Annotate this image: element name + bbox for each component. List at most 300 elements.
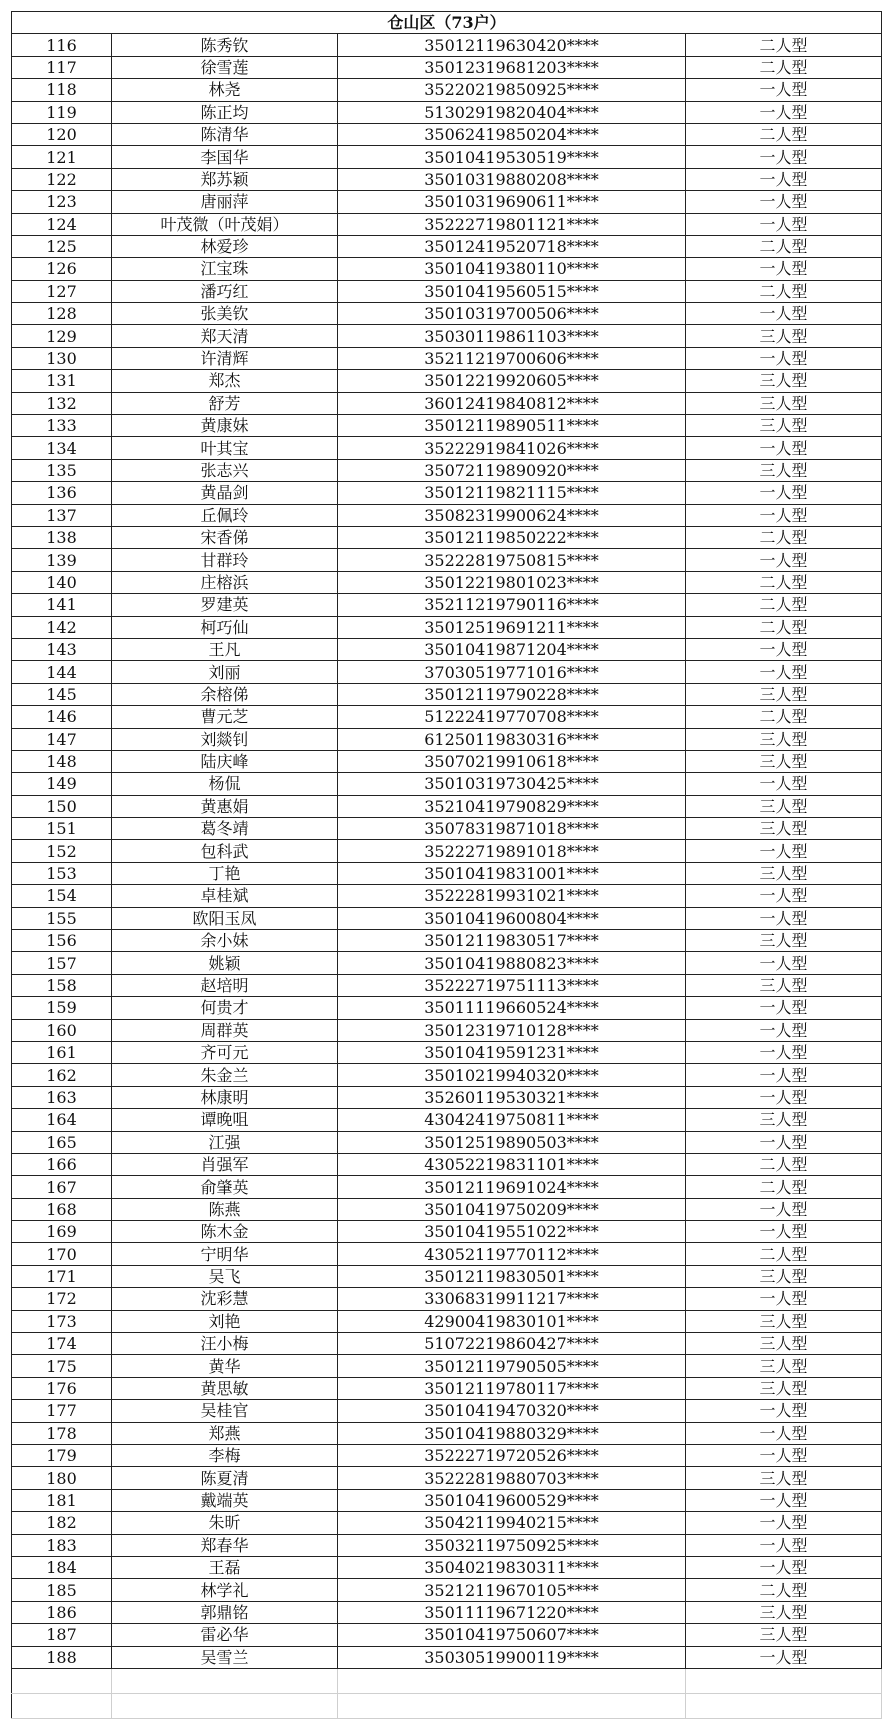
table-row (12, 146, 882, 168)
table-row (12, 1288, 882, 1310)
type-cell: 二人型 (686, 571, 882, 593)
name-cell: 陈夏清 (112, 1467, 338, 1489)
type-cell: 二人型 (686, 1176, 882, 1198)
table-row (12, 370, 882, 392)
table-row (12, 907, 882, 929)
table-row (12, 258, 882, 280)
id-number-cell: 35010219940320**** (338, 1064, 686, 1086)
name-cell: 王磊 (112, 1556, 338, 1578)
name-cell: 罗建英 (112, 594, 338, 616)
table-row (12, 1400, 882, 1422)
table-row (12, 101, 882, 123)
table-row (12, 459, 882, 481)
table-row (12, 616, 882, 638)
table-row (12, 526, 882, 548)
id-number-cell: 35012119821115**** (338, 482, 686, 504)
type-cell: 三人型 (686, 415, 882, 437)
id-number-cell: 37030519771016**** (338, 661, 686, 683)
name-cell: 余小妹 (112, 930, 338, 952)
table-row (12, 1310, 882, 1332)
type-cell: 三人型 (686, 370, 882, 392)
id-number-cell: 35010319700506**** (338, 303, 686, 325)
id-number-cell: 35222819931021**** (338, 885, 686, 907)
id-number-cell: 33068319911217**** (338, 1288, 686, 1310)
id-number-cell: 35210419790829**** (338, 795, 686, 817)
name-cell: 刘丽 (112, 661, 338, 683)
id-number-cell: 35012119850222**** (338, 526, 686, 548)
id-number-cell: 35012119780117**** (338, 1377, 686, 1399)
table-row (12, 773, 882, 795)
type-cell: 一人型 (686, 482, 882, 504)
table-row (12, 1131, 882, 1153)
type-cell: 二人型 (686, 1153, 882, 1175)
serial-number-cell: 123 (12, 191, 112, 213)
id-number-cell: 35222919841026**** (338, 437, 686, 459)
empty-cell (112, 1668, 338, 1693)
serial-number-cell: 134 (12, 437, 112, 459)
table-row (12, 1646, 882, 1668)
serial-number-cell: 153 (12, 862, 112, 884)
table-row (12, 549, 882, 571)
type-cell: 一人型 (686, 997, 882, 1019)
name-cell: 陈清华 (112, 123, 338, 145)
type-cell: 二人型 (686, 56, 882, 78)
type-cell: 一人型 (686, 1556, 882, 1578)
table-row (12, 1176, 882, 1198)
name-cell: 柯巧仙 (112, 616, 338, 638)
name-cell: 丘佩玲 (112, 504, 338, 526)
name-cell: 何贵才 (112, 997, 338, 1019)
type-cell: 一人型 (686, 1041, 882, 1063)
serial-number-cell: 139 (12, 549, 112, 571)
table-row (12, 1041, 882, 1063)
name-cell: 欧阳玉凤 (112, 907, 338, 929)
table-row (12, 191, 882, 213)
name-cell: 李梅 (112, 1445, 338, 1467)
table-row (12, 415, 882, 437)
type-cell: 一人型 (686, 101, 882, 123)
empty-cell (12, 1693, 112, 1718)
serial-number-cell: 144 (12, 661, 112, 683)
table-row (12, 1265, 882, 1287)
name-cell: 刘燚钊 (112, 728, 338, 750)
id-number-cell: 35012119830501**** (338, 1265, 686, 1287)
empty-cell (338, 1693, 686, 1718)
id-number-cell: 35010319690611**** (338, 191, 686, 213)
serial-number-cell: 126 (12, 258, 112, 280)
id-number-cell: 35040219830311**** (338, 1556, 686, 1578)
type-cell: 一人型 (686, 840, 882, 862)
id-number-cell: 42900419830101**** (338, 1310, 686, 1332)
table-row (12, 1198, 882, 1220)
id-number-cell: 35012119790505**** (338, 1355, 686, 1377)
id-number-cell: 35010419871204**** (338, 638, 686, 660)
table-row (12, 885, 882, 907)
name-cell: 戴端英 (112, 1489, 338, 1511)
serial-number-cell: 187 (12, 1624, 112, 1646)
name-cell: 朱昕 (112, 1512, 338, 1534)
serial-number-cell: 184 (12, 1556, 112, 1578)
serial-number-cell: 169 (12, 1221, 112, 1243)
serial-number-cell: 127 (12, 280, 112, 302)
name-cell: 林学礼 (112, 1579, 338, 1601)
name-cell: 叶茂微（叶茂娟） (112, 213, 338, 235)
id-number-cell: 35222719891018**** (338, 840, 686, 862)
name-cell: 王凡 (112, 638, 338, 660)
table-row (12, 1534, 882, 1556)
serial-number-cell: 120 (12, 123, 112, 145)
type-cell: 三人型 (686, 683, 882, 705)
table-row (12, 347, 882, 369)
table-row (12, 594, 882, 616)
empty-cell (686, 1693, 882, 1718)
id-number-cell: 35010319730425**** (338, 773, 686, 795)
serial-number-cell: 161 (12, 1041, 112, 1063)
name-cell: 刘艳 (112, 1310, 338, 1332)
table-row (12, 1512, 882, 1534)
serial-number-cell: 180 (12, 1467, 112, 1489)
name-cell: 吴桂官 (112, 1400, 338, 1422)
id-number-cell: 35010419831001**** (338, 862, 686, 884)
name-cell: 谭晚咀 (112, 1109, 338, 1131)
type-cell: 一人型 (686, 1221, 882, 1243)
type-cell: 三人型 (686, 818, 882, 840)
id-number-cell: 51222419770708**** (338, 706, 686, 728)
serial-number-cell: 158 (12, 974, 112, 996)
serial-number-cell: 154 (12, 885, 112, 907)
type-cell: 一人型 (686, 347, 882, 369)
table-row (12, 683, 882, 705)
type-cell: 一人型 (686, 1534, 882, 1556)
name-cell: 叶其宝 (112, 437, 338, 459)
table-row (12, 997, 882, 1019)
id-number-cell: 35212119670105**** (338, 1579, 686, 1601)
serial-number-cell: 176 (12, 1377, 112, 1399)
table-row (12, 1243, 882, 1265)
serial-number-cell: 170 (12, 1243, 112, 1265)
name-cell: 郑燕 (112, 1422, 338, 1444)
serial-number-cell: 141 (12, 594, 112, 616)
type-cell: 一人型 (686, 885, 882, 907)
type-cell: 一人型 (686, 1646, 882, 1668)
serial-number-cell: 172 (12, 1288, 112, 1310)
name-cell: 周群英 (112, 1019, 338, 1041)
type-cell: 一人型 (686, 168, 882, 190)
type-cell: 一人型 (686, 79, 882, 101)
table-row (12, 34, 882, 56)
spreadsheet (11, 11, 881, 1719)
table-row (12, 571, 882, 593)
table-row (12, 504, 882, 526)
id-number-cell: 35222719801121**** (338, 213, 686, 235)
name-cell: 黄华 (112, 1355, 338, 1377)
table-row (12, 123, 882, 145)
serial-number-cell: 143 (12, 638, 112, 660)
type-cell: 三人型 (686, 1467, 882, 1489)
id-number-cell: 35010419380110**** (338, 258, 686, 280)
serial-number-cell: 164 (12, 1109, 112, 1131)
name-cell: 徐雪莲 (112, 56, 338, 78)
id-number-cell: 43052219831101**** (338, 1153, 686, 1175)
type-cell: 二人型 (686, 235, 882, 257)
id-number-cell: 35012319710128**** (338, 1019, 686, 1041)
table-row (12, 1624, 882, 1646)
table-row (12, 1489, 882, 1511)
id-number-cell: 35012519890503**** (338, 1131, 686, 1153)
name-cell: 俞肇英 (112, 1176, 338, 1198)
serial-number-cell: 174 (12, 1333, 112, 1355)
serial-number-cell: 128 (12, 303, 112, 325)
serial-number-cell: 183 (12, 1534, 112, 1556)
serial-number-cell: 188 (12, 1646, 112, 1668)
serial-number-cell: 157 (12, 952, 112, 974)
table-row (12, 818, 882, 840)
name-cell: 黄康妹 (112, 415, 338, 437)
serial-number-cell: 152 (12, 840, 112, 862)
id-number-cell: 35012119830517**** (338, 930, 686, 952)
name-cell: 曹元芝 (112, 706, 338, 728)
id-number-cell: 35010419470320**** (338, 1400, 686, 1422)
type-cell: 一人型 (686, 1019, 882, 1041)
name-cell: 陈秀钦 (112, 34, 338, 56)
type-cell: 二人型 (686, 34, 882, 56)
id-number-cell: 35222719751113**** (338, 974, 686, 996)
table-row (12, 213, 882, 235)
serial-number-cell: 156 (12, 930, 112, 952)
name-cell: 吴雪兰 (112, 1646, 338, 1668)
table-row (12, 392, 882, 414)
type-cell: 一人型 (686, 1131, 882, 1153)
name-cell: 郑春华 (112, 1534, 338, 1556)
name-cell: 齐可元 (112, 1041, 338, 1063)
table-row (12, 280, 882, 302)
id-number-cell: 35012219801023**** (338, 571, 686, 593)
serial-number-cell: 168 (12, 1198, 112, 1220)
table-row (12, 1019, 882, 1041)
name-cell: 肖强军 (112, 1153, 338, 1175)
name-cell: 宁明华 (112, 1243, 338, 1265)
type-cell: 三人型 (686, 728, 882, 750)
serial-number-cell: 124 (12, 213, 112, 235)
table-row (12, 1377, 882, 1399)
id-number-cell: 43052119770112**** (338, 1243, 686, 1265)
type-cell: 三人型 (686, 930, 882, 952)
id-number-cell: 35211219700606**** (338, 347, 686, 369)
id-number-cell: 35010419600529**** (338, 1489, 686, 1511)
id-number-cell: 35010419750209**** (338, 1198, 686, 1220)
name-cell: 陈木金 (112, 1221, 338, 1243)
serial-number-cell: 137 (12, 504, 112, 526)
id-number-cell: 35010419750607**** (338, 1624, 686, 1646)
type-cell: 二人型 (686, 594, 882, 616)
name-cell: 丁艳 (112, 862, 338, 884)
type-cell: 一人型 (686, 1288, 882, 1310)
type-cell: 二人型 (686, 616, 882, 638)
name-cell: 潘巧红 (112, 280, 338, 302)
type-cell: 三人型 (686, 392, 882, 414)
id-number-cell: 35072119890920**** (338, 459, 686, 481)
serial-number-cell: 129 (12, 325, 112, 347)
serial-number-cell: 185 (12, 1579, 112, 1601)
name-cell: 雷必华 (112, 1624, 338, 1646)
id-number-cell: 35010419880823**** (338, 952, 686, 974)
table-row (12, 862, 882, 884)
name-cell: 姚颖 (112, 952, 338, 974)
table-row (12, 638, 882, 660)
id-number-cell: 51302919820404**** (338, 101, 686, 123)
table-row (12, 728, 882, 750)
serial-number-cell: 163 (12, 1086, 112, 1108)
type-cell: 三人型 (686, 1333, 882, 1355)
name-cell: 李国华 (112, 146, 338, 168)
id-number-cell: 35010319880208**** (338, 168, 686, 190)
name-cell: 唐丽萍 (112, 191, 338, 213)
type-cell: 一人型 (686, 1086, 882, 1108)
serial-number-cell: 149 (12, 773, 112, 795)
id-number-cell: 35030519900119**** (338, 1646, 686, 1668)
name-cell: 朱金兰 (112, 1064, 338, 1086)
type-cell: 一人型 (686, 1400, 882, 1422)
name-cell: 宋香俤 (112, 526, 338, 548)
name-cell: 江强 (112, 1131, 338, 1153)
id-number-cell: 35010419530519**** (338, 146, 686, 168)
name-cell: 甘群玲 (112, 549, 338, 571)
serial-number-cell: 117 (12, 56, 112, 78)
name-cell: 庄榕浜 (112, 571, 338, 593)
serial-number-cell: 116 (12, 34, 112, 56)
serial-number-cell: 147 (12, 728, 112, 750)
id-number-cell: 35012219920605**** (338, 370, 686, 392)
table-row (12, 661, 882, 683)
name-cell: 黄思敏 (112, 1377, 338, 1399)
id-number-cell: 35012119630420**** (338, 34, 686, 56)
id-number-cell: 35030119861103**** (338, 325, 686, 347)
type-cell: 一人型 (686, 504, 882, 526)
name-cell: 杨侃 (112, 773, 338, 795)
id-number-cell: 35222819880703**** (338, 1467, 686, 1489)
name-cell: 张志兴 (112, 459, 338, 481)
id-number-cell: 35010419560515**** (338, 280, 686, 302)
empty-cell (686, 1668, 882, 1693)
table-row (12, 235, 882, 257)
serial-number-cell: 131 (12, 370, 112, 392)
id-number-cell: 35012119790228**** (338, 683, 686, 705)
type-cell: 一人型 (686, 191, 882, 213)
serial-number-cell: 186 (12, 1601, 112, 1623)
id-number-cell: 43042419750811**** (338, 1109, 686, 1131)
table-row (12, 168, 882, 190)
table-row (12, 1153, 882, 1175)
serial-number-cell: 133 (12, 415, 112, 437)
id-number-cell: 36012419840812**** (338, 392, 686, 414)
type-cell: 一人型 (686, 146, 882, 168)
table-row (12, 325, 882, 347)
serial-number-cell: 159 (12, 997, 112, 1019)
serial-number-cell: 140 (12, 571, 112, 593)
title-row (12, 12, 882, 34)
type-cell: 一人型 (686, 1489, 882, 1511)
name-cell: 赵培明 (112, 974, 338, 996)
type-cell: 三人型 (686, 1265, 882, 1287)
empty-cell (338, 1668, 686, 1693)
id-number-cell: 35011119660524**** (338, 997, 686, 1019)
type-cell: 三人型 (686, 974, 882, 996)
name-cell: 郑苏颖 (112, 168, 338, 190)
id-number-cell: 35012119691024**** (338, 1176, 686, 1198)
type-cell: 一人型 (686, 907, 882, 929)
type-cell: 二人型 (686, 526, 882, 548)
type-cell: 一人型 (686, 258, 882, 280)
name-cell: 林康明 (112, 1086, 338, 1108)
id-number-cell: 35070219910618**** (338, 750, 686, 772)
serial-number-cell: 122 (12, 168, 112, 190)
table-row (12, 303, 882, 325)
type-cell: 二人型 (686, 1579, 882, 1601)
serial-number-cell: 138 (12, 526, 112, 548)
type-cell: 二人型 (686, 123, 882, 145)
serial-number-cell: 182 (12, 1512, 112, 1534)
serial-number-cell: 162 (12, 1064, 112, 1086)
serial-number-cell: 121 (12, 146, 112, 168)
name-cell: 包科武 (112, 840, 338, 862)
name-cell: 汪小梅 (112, 1333, 338, 1355)
type-cell: 三人型 (686, 325, 882, 347)
type-cell: 一人型 (686, 1064, 882, 1086)
serial-number-cell: 160 (12, 1019, 112, 1041)
type-cell: 一人型 (686, 638, 882, 660)
serial-number-cell: 155 (12, 907, 112, 929)
table-row (12, 952, 882, 974)
type-cell: 三人型 (686, 750, 882, 772)
type-cell: 三人型 (686, 1310, 882, 1332)
empty-cell (112, 1693, 338, 1718)
name-cell: 卓桂斌 (112, 885, 338, 907)
empty-row (12, 1668, 882, 1693)
serial-number-cell: 173 (12, 1310, 112, 1332)
id-number-cell: 35078319871018**** (338, 818, 686, 840)
table-row (12, 1086, 882, 1108)
serial-number-cell: 178 (12, 1422, 112, 1444)
type-cell: 三人型 (686, 862, 882, 884)
table-title: 仓山区（73户） (12, 12, 882, 34)
id-number-cell: 35012419520718**** (338, 235, 686, 257)
name-cell: 林爱珍 (112, 235, 338, 257)
table-row (12, 974, 882, 996)
table-row (12, 1064, 882, 1086)
table-row (12, 482, 882, 504)
serial-number-cell: 119 (12, 101, 112, 123)
id-number-cell: 35260119530321**** (338, 1086, 686, 1108)
table-row (12, 1579, 882, 1601)
type-cell: 一人型 (686, 213, 882, 235)
table-row (12, 1333, 882, 1355)
type-cell: 二人型 (686, 280, 882, 302)
id-number-cell: 35211219790116**** (338, 594, 686, 616)
id-number-cell: 35012319681203**** (338, 56, 686, 78)
serial-number-cell: 175 (12, 1355, 112, 1377)
type-cell: 三人型 (686, 1355, 882, 1377)
serial-number-cell: 166 (12, 1153, 112, 1175)
id-number-cell: 35222819750815**** (338, 549, 686, 571)
type-cell: 三人型 (686, 1624, 882, 1646)
table-row (12, 1556, 882, 1578)
table-row (12, 1355, 882, 1377)
serial-number-cell: 148 (12, 750, 112, 772)
table-row (12, 1445, 882, 1467)
id-number-cell: 35220219850925**** (338, 79, 686, 101)
name-cell: 郑天清 (112, 325, 338, 347)
table-row (12, 1467, 882, 1489)
